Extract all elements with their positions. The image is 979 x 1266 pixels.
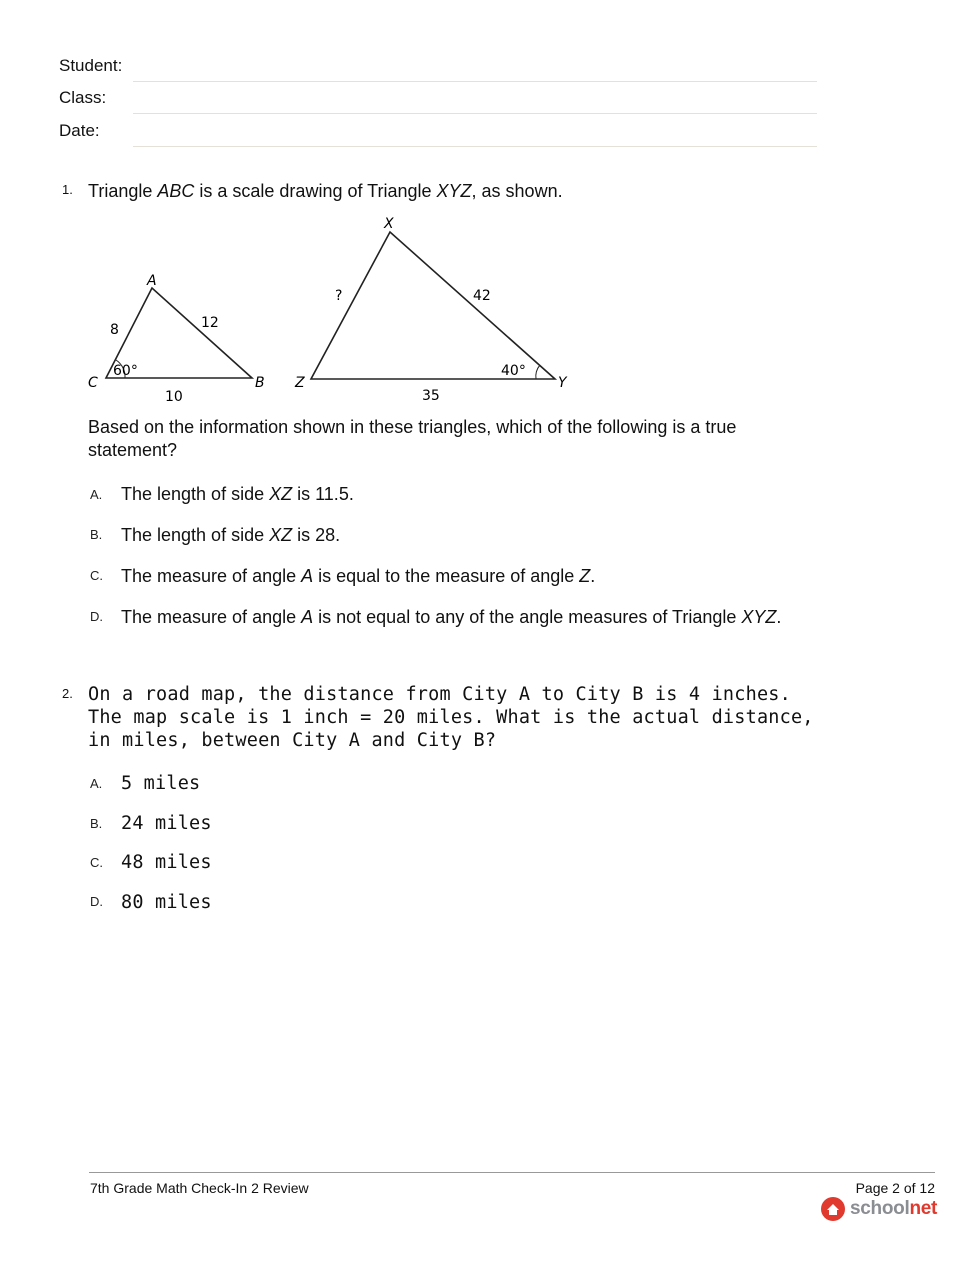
question-2-number: 2. — [62, 686, 73, 701]
class-field-line[interactable] — [133, 113, 817, 114]
q1-option-b[interactable]: The length of side XZ is 28. — [121, 525, 341, 545]
q2-option-b[interactable]: 24 miles — [121, 813, 212, 834]
triangle-xyz — [294, 216, 568, 404]
class-label: Class: — [59, 88, 107, 107]
triangle-abc — [88, 273, 265, 405]
q1-option-b-letter: B. — [90, 527, 103, 542]
footer-title: 7th Grade Math Check-In 2 Review — [90, 1180, 309, 1196]
q2-option-a-letter: A. — [90, 776, 103, 791]
date-field-line[interactable] — [133, 146, 817, 147]
vertex-b-label: B — [255, 375, 265, 391]
vertex-z-label: Z — [295, 375, 305, 391]
triangles-figure — [80, 210, 580, 410]
vertex-x-label: X — [384, 216, 394, 232]
q1-option-a[interactable]: The length of side XZ is 11.5. — [121, 484, 354, 504]
q2-option-c[interactable]: 48 miles — [121, 852, 212, 873]
schoolnet-logo: schoolnet — [820, 1196, 937, 1222]
side-xy-label: 42 — [473, 288, 491, 304]
side-xz-label: ? — [335, 288, 343, 304]
student-field-line[interactable] — [133, 81, 817, 82]
side-cb-label: 10 — [165, 389, 183, 405]
vertex-c-label: C — [88, 375, 98, 391]
q2-option-d-letter: D. — [90, 894, 103, 909]
angle-y-label: 40° — [501, 363, 526, 379]
question-1-stem: Triangle ABC is a scale drawing of Triangle XYZ, as shown. — [88, 181, 563, 201]
q2-option-c-letter: C. — [90, 855, 103, 870]
side-ab-label: 12 — [201, 315, 219, 331]
q2-option-d[interactable]: 80 miles — [121, 892, 212, 913]
footer-page-number: Page 2 of 12 — [855, 1180, 935, 1196]
q1-option-d-letter: D. — [90, 609, 103, 624]
vertex-a-label: A — [147, 273, 157, 289]
question-1-prompt: Based on the information shown in these triangles, which of the following is a true statement? — [88, 417, 737, 460]
question-1-number: 1. — [62, 182, 73, 197]
house-icon — [820, 1196, 846, 1222]
date-label: Date: — [59, 121, 100, 140]
q1-option-c-letter: C. — [90, 568, 103, 583]
q2-option-b-letter: B. — [90, 816, 103, 831]
q1-option-d[interactable]: The measure of angle A is not equal to any of the angle measures of Triangle XYZ. — [121, 607, 782, 627]
footer-divider — [89, 1172, 935, 1173]
q1-option-c[interactable]: The measure of angle A is equal to the measure of angle Z. — [121, 566, 596, 586]
student-label: Student: — [59, 56, 123, 75]
q1-option-a-letter: A. — [90, 487, 103, 502]
side-ac-label: 8 — [110, 322, 119, 338]
vertex-y-label: Y — [558, 375, 567, 391]
angle-c-label: 60° — [113, 363, 138, 379]
question-2-stem: On a road map, the distance from City A to City B is 4 inches. The map scale is 1 inch = 20 miles. What is the actual distance, in miles, between City A and City B? — [88, 684, 814, 751]
side-zy-label: 35 — [422, 388, 440, 404]
q2-option-a[interactable]: 5 miles — [121, 773, 201, 794]
